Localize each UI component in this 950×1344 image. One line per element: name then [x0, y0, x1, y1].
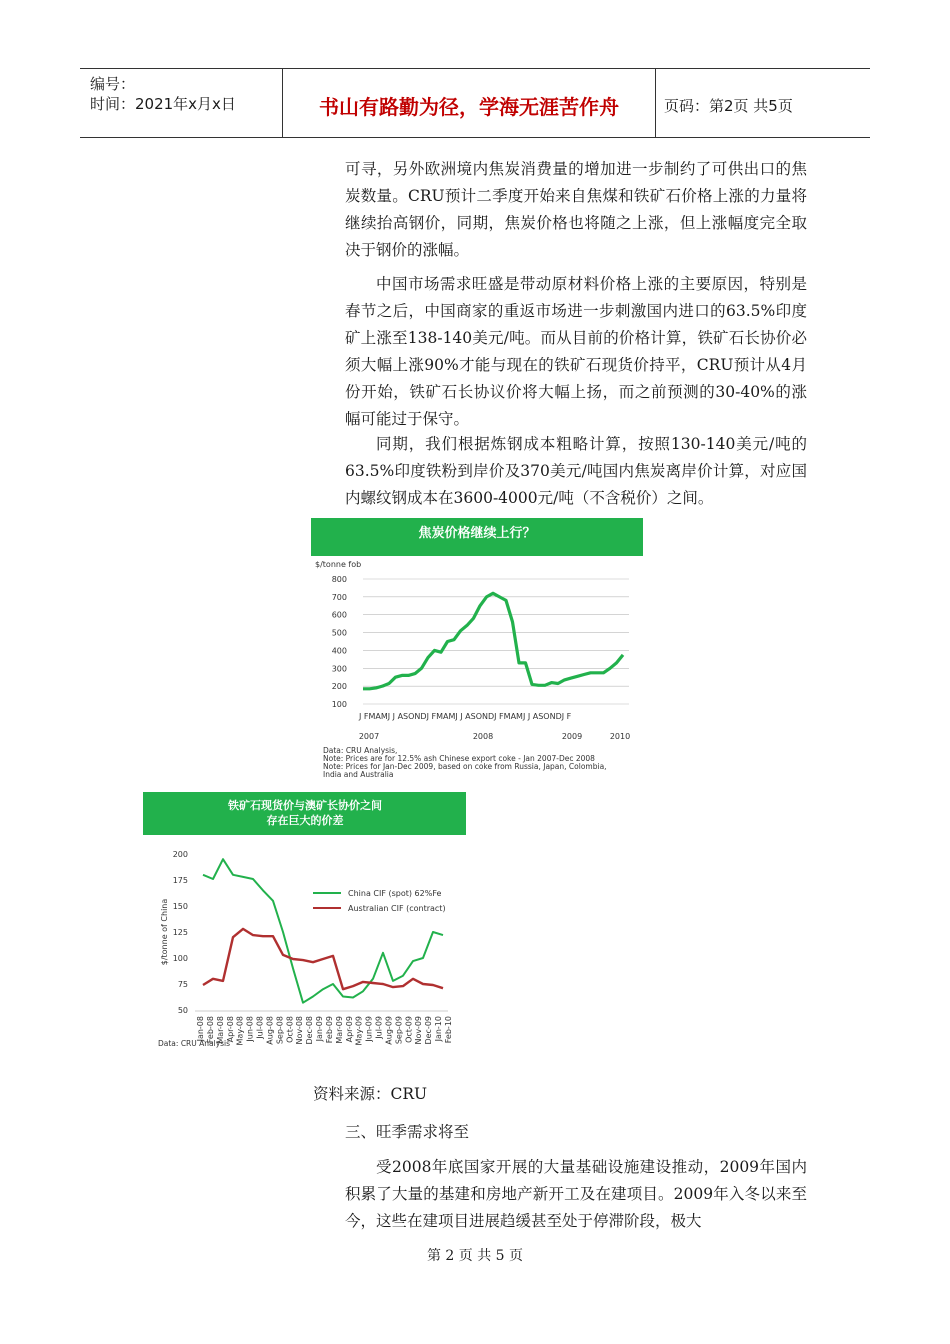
- chart2-xtick-label: Jun-08: [245, 1016, 255, 1042]
- chart2-xtick-label: Apr-08: [225, 1016, 235, 1043]
- doc-number-label: 编号：: [90, 75, 136, 93]
- chart2-xtick-label: Sep-09: [394, 1016, 404, 1045]
- chart2-ytick-label: 75: [177, 980, 188, 989]
- chart2-xtick-label: Dec-09: [424, 1016, 434, 1045]
- chart2-ytick-label: 100: [172, 954, 188, 963]
- chart2-xtick-label: Jan-09: [315, 1016, 324, 1042]
- chart1-ytick-label: 200: [331, 682, 347, 692]
- chart1-ytick-label: 400: [331, 646, 347, 656]
- chart2-xtick-label: May-09: [354, 1016, 364, 1046]
- chart2-xtick-label: Jan-08: [196, 1016, 205, 1042]
- chart1-note-1: Data: CRU Analysis,: [323, 746, 398, 755]
- chart1-note-2: Note: Prices are for 12.5% ash Chinese export coke - Jan 2007-Dec 2008: [323, 754, 595, 763]
- chart2-legend-contract-label: Australian CIF (contract): [348, 904, 446, 913]
- chart1-year-label: 2010: [609, 732, 631, 741]
- chart1-year-label: 2007: [358, 732, 380, 741]
- paragraph-2: 中国市场需求旺盛是带动原材料价格上涨的主要原因，特别是春节之后，中国商家的重返市场进一步刺激国内进口的63.5%印度矿上涨至138-140美元/吨。而从目前的价格计算，铁矿石长协价必须大幅上涨90%才能与现在的铁矿石现货价持平，CRU预计从4月份开始，铁矿石长协议价将大幅上扬，而之前预测的30-40%的涨幅可能过于保守。: [345, 275, 807, 428]
- page-footer: 第 2 页 共 5 页: [426, 1248, 524, 1264]
- chart2-xtick-label: Jul-08: [255, 1016, 265, 1039]
- chart1-note-3: Note: Prices for Jan-Dec 2009, based on coke from Russia, Japan, Colombia,: [323, 762, 607, 771]
- chart1-ylabel: $/tonne fob: [315, 560, 362, 569]
- chart1-ytick-label: 700: [331, 592, 347, 602]
- paragraph-1: 可寻，另外欧洲境内焦炭消费量的增加进一步制约了可供出口的焦炭数量。CRU预计二季度开始来自焦煤和铁矿石价格上涨的力量将继续抬高钢价，同期，焦炭价格也将随之上涨，但上涨幅度完全取决于钢价的涨幅。: [345, 160, 807, 259]
- chart2-xtick-label: Mar-09: [334, 1016, 344, 1044]
- chart1-ytick-label: 300: [331, 664, 347, 674]
- chart1-series-line: [363, 593, 623, 689]
- header-motto: 书山有路勤为径，学海无涯苦作舟: [319, 95, 619, 119]
- chart2-xtick-label: Sep-08: [275, 1016, 285, 1045]
- chart1-ytick-label: 100: [331, 700, 347, 709]
- header-page-number: 页码：第2页 共5页: [664, 97, 793, 115]
- chart2-xtick-label: Jun-09: [364, 1016, 374, 1042]
- chart2-xtick-label: Nov-08: [295, 1016, 305, 1045]
- chart1-ytick-label: 600: [331, 610, 347, 620]
- chart2-xtick-label: Nov-09: [414, 1016, 424, 1045]
- chart1-ytick-label: 500: [331, 628, 347, 638]
- section-heading: 三、旺季需求将至: [345, 1123, 470, 1141]
- chart1-year-label: 2009: [561, 732, 583, 741]
- paragraph-3: 同期，我们根据炼钢成本粗略计算，按照130-140美元/吨的63.5%印度铁粉到岸价及370美元/吨国内焦炭离岸价计算，对应国内螺纹钢成本在3600-4000元/吨（不含税价）之间。: [345, 435, 807, 507]
- chart2-xtick-label: Apr-09: [344, 1016, 354, 1043]
- chart2-title-line-2: 存在巨大的价差: [266, 814, 344, 827]
- chart1-year-label: 2008: [472, 732, 494, 741]
- chart2-ytick-label: 150: [172, 902, 188, 911]
- chart2-xtick-label: May-08: [235, 1016, 245, 1046]
- chart2-ytick-label: 50: [177, 1006, 188, 1015]
- chart2-xtick-label: Feb-09: [325, 1016, 334, 1044]
- chart2-xtick-label: Dec-08: [305, 1016, 315, 1045]
- iron-ore-price-chart: [143, 792, 468, 1054]
- chart2-ytick-label: 200: [172, 850, 188, 859]
- source-caption: 资料来源：CRU: [313, 1085, 428, 1103]
- chart2-xtick-label: Aug-08: [265, 1016, 275, 1045]
- chart2-xtick-label: Oct-08: [285, 1016, 295, 1043]
- chart1-x-month-labels: J FMAMJ J ASONDJ FMAMJ J ASONDJ FMAMJ J ASONDJ F: [359, 712, 572, 721]
- chart2-legend-spot-label: China CIF (spot) 62%Fe: [348, 889, 442, 898]
- chart2-xtick-label: Mar-08: [215, 1016, 225, 1044]
- chart2-xtick-label: Aug-09: [384, 1016, 394, 1045]
- header-page-cell: [656, 69, 870, 137]
- chart2-xtick-label: Jan-10: [434, 1016, 444, 1042]
- chart2-ytick-label: 125: [172, 928, 188, 937]
- chart2-title-line-1: 铁矿石现货价与澳矿长协价之间: [228, 799, 382, 812]
- chart2-ylabel: $/tonne of China: [160, 898, 169, 966]
- chart1-ytick-label: 800: [331, 575, 347, 584]
- chart1-title: 焦炭价格继续上行？: [418, 526, 536, 541]
- chart2-note: Data: CRU Analysis: [158, 1039, 231, 1048]
- header-meta-cell: [80, 69, 283, 137]
- chart2-xtick-label: Feb-10: [444, 1016, 453, 1044]
- chart2-xtick-label: Feb-08: [205, 1016, 215, 1044]
- chart2-xtick-label: Jul-09: [374, 1016, 384, 1039]
- chart2-ytick-label: 175: [172, 876, 188, 885]
- paragraph-4: 受2008年底国家开展的大量基础设施建设推动，2009年国内积累了大量的基建和房地产新开工及在建项目。2009年入冬以来至今，这些在建项目进展趋缓甚至处于停滞阶段，极大: [345, 1158, 807, 1230]
- chart2-series-contract: [203, 929, 443, 989]
- coke-price-chart: [311, 518, 643, 780]
- chart1-note-4: India and Australia: [323, 770, 394, 779]
- chart2-xtick-label: Oct-09: [404, 1016, 414, 1043]
- page-header: [80, 68, 870, 138]
- header-motto-cell: [283, 69, 656, 137]
- doc-time-label: 时间：2021年x月x日: [90, 95, 236, 113]
